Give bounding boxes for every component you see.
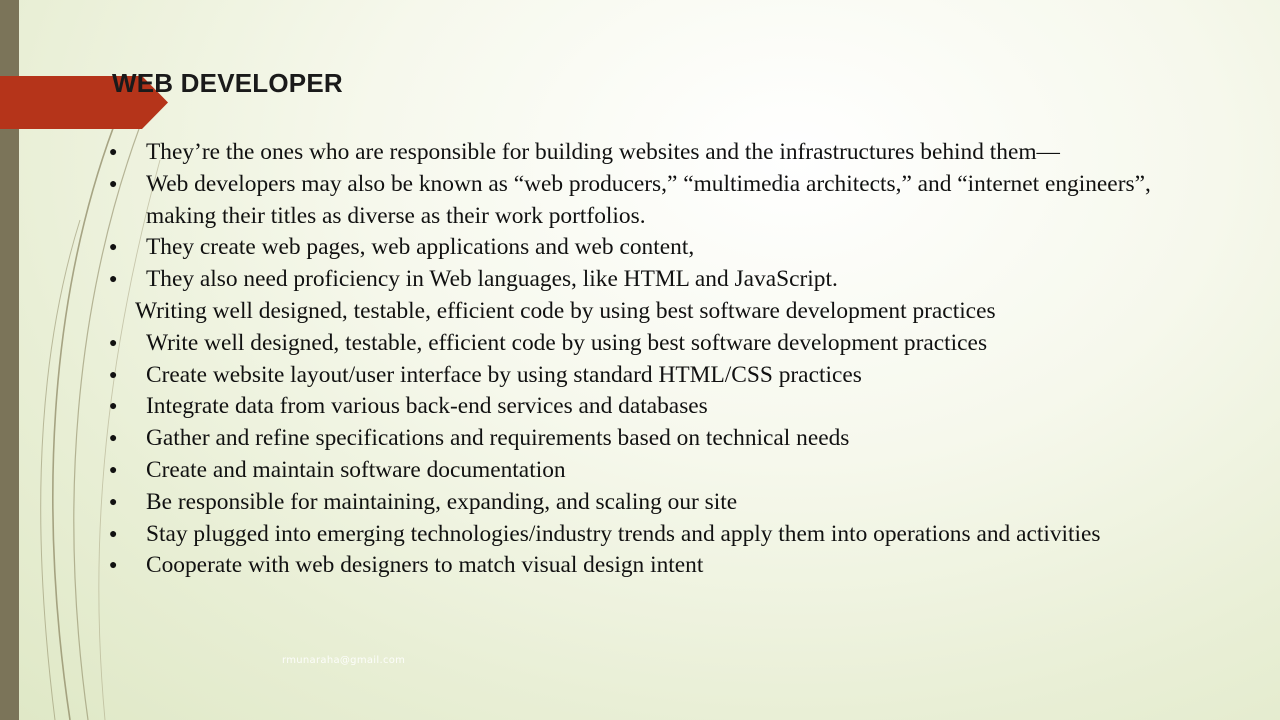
bullet-icon: ● (109, 272, 118, 288)
list-item-text: Web developers may also be known as “web producers,” “multimedia architects,” and “internet engineers”, making their titles as diverse as their work portfolios. (146, 170, 1151, 229)
bullet-list (107, 137, 1187, 582)
bullet-icon: ● (109, 240, 118, 256)
bullet-icon: ● (109, 526, 118, 542)
bullet-icon: ● (109, 462, 118, 478)
list-item-text: Cooperate with web designers to match visual design intent (146, 552, 704, 579)
bullet-icon: ● (109, 335, 118, 351)
list-item (107, 137, 1187, 169)
list-item (107, 455, 1187, 487)
list-item-text: They also need proficiency in Web languages, like HTML and JavaScript. (146, 266, 838, 293)
list-item-text: They’re the ones who are responsible for building websites and the infrastructures behind them— (146, 139, 1060, 165)
list-item-text: Write well designed, testable, efficient code by using best software development practices (146, 329, 988, 356)
bullet-icon: ● (109, 494, 118, 510)
bullet-icon: ● (109, 558, 118, 574)
bullet-icon: ● (109, 431, 118, 447)
list-item (107, 423, 1187, 455)
bullet-icon: ● (109, 399, 118, 415)
list-item (107, 169, 1187, 233)
list-item (107, 550, 1187, 582)
list-item (107, 328, 1187, 360)
list-item (107, 360, 1187, 392)
list-item-text: Gather and refine specifications and requirements based on technical needs (146, 425, 850, 452)
list-item-text: Be responsible for maintaining, expanding, and scaling our site (146, 488, 738, 515)
list-item-text: Writing well designed, testable, efficient code by using best software development practices (135, 297, 996, 324)
list-item-text: Integrate data from various back-end services and databases (146, 393, 708, 420)
list-item (107, 391, 1187, 423)
list-item-text: Stay plugged into emerging technologies/industry trends and apply them into operations and activities (146, 520, 1101, 547)
bullet-icon: ● (109, 367, 118, 383)
list-item (107, 519, 1187, 551)
slide-title: WEB DEVELOPER (112, 68, 343, 98)
list-item (107, 264, 1187, 296)
list-item-text: They create web pages, web applications and web content, (146, 234, 695, 261)
list-item (107, 232, 1187, 264)
list-item-text: Create website layout/user interface by using standard HTML/CSS practices (146, 361, 862, 388)
bullet-icon: ● (109, 145, 118, 160)
bullet-icon: ● (109, 176, 118, 192)
footer-email: rmunaraha@gmail.com (282, 655, 406, 666)
list-item-text: Create and maintain software documentation (146, 456, 566, 483)
list-item (107, 487, 1187, 519)
list-item-unbulleted (107, 296, 1187, 328)
